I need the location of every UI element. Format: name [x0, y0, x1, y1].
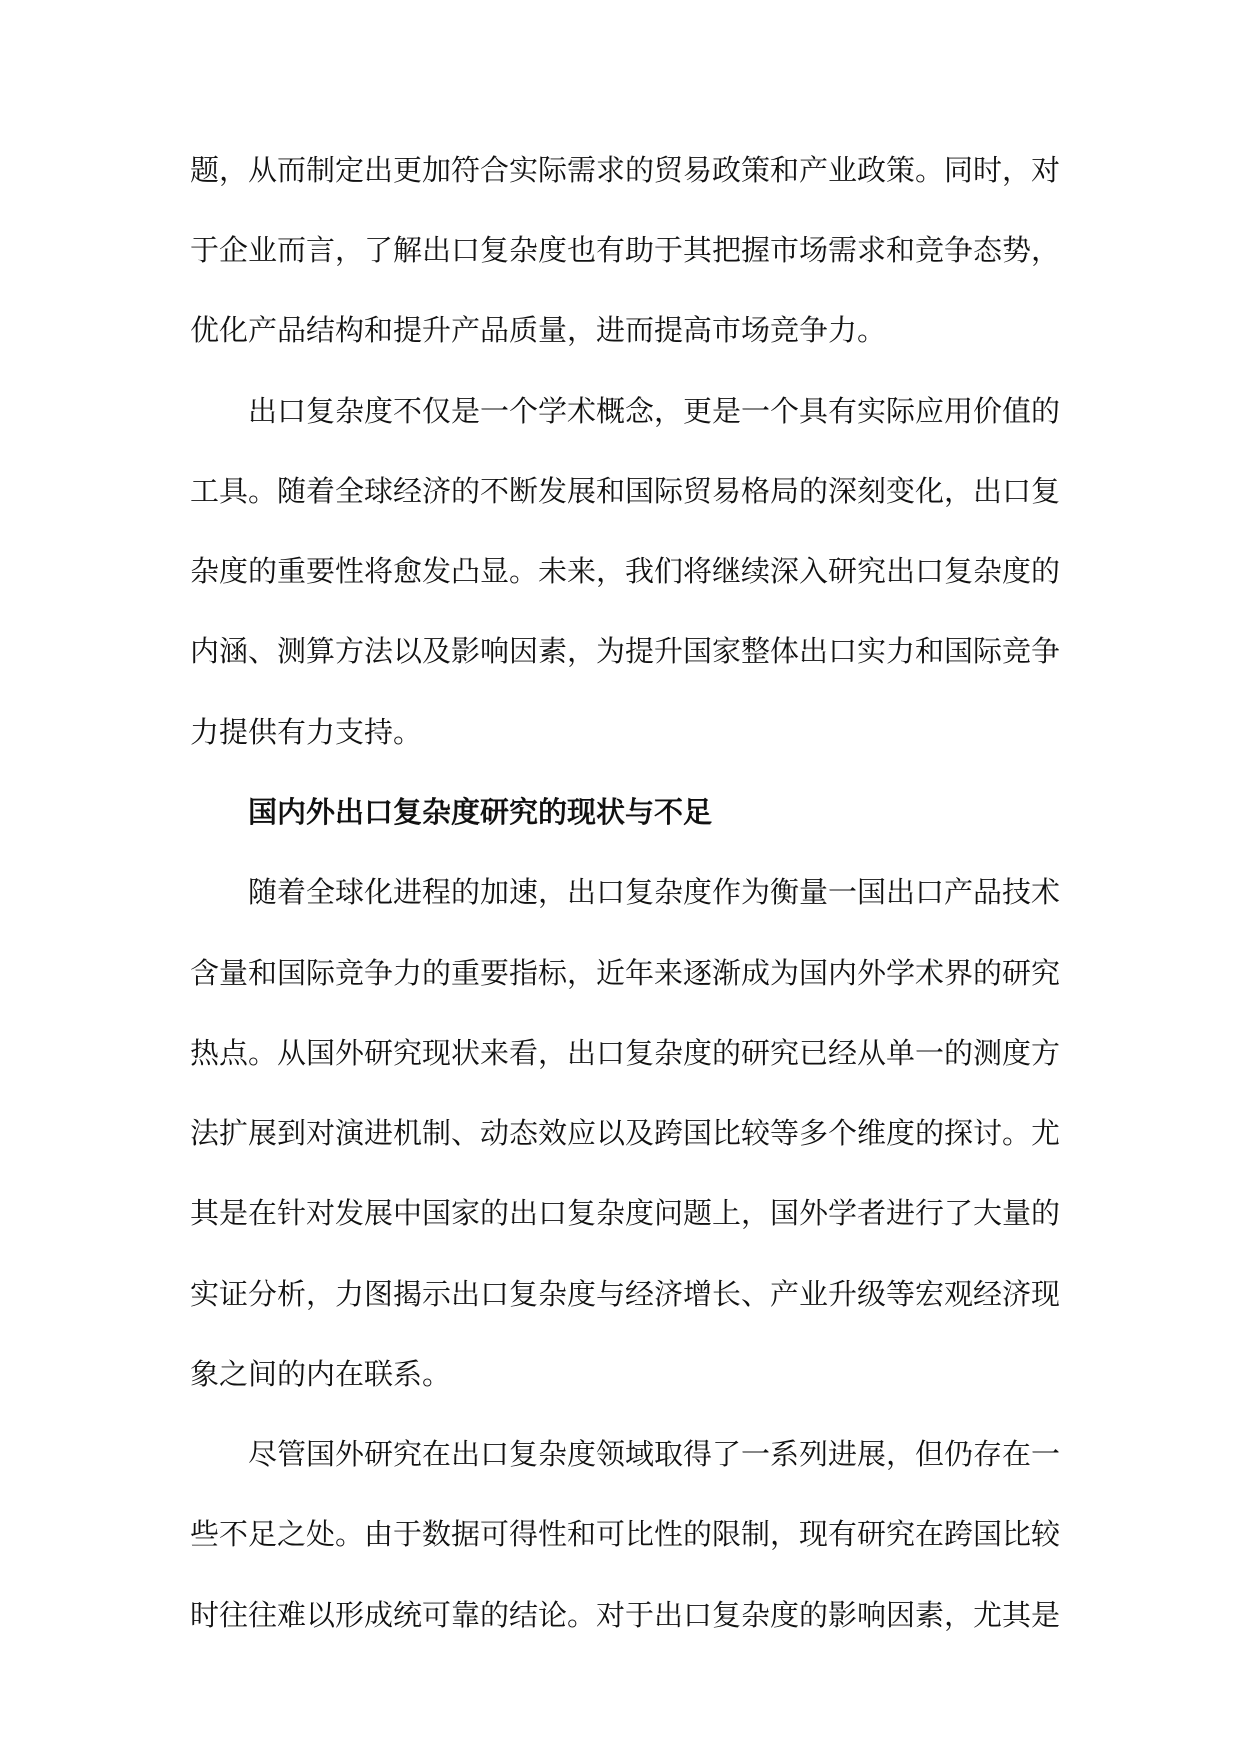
paragraph-2-line-4: 内涵、测算方法以及影响因素，为提升国家整体出口实力和国际竞争 [190, 634, 1061, 668]
paragraph-3-line-5: 其是在针对发展中国家的出口复杂度问题上，国外学者进行了大量的 [190, 1196, 1061, 1230]
paragraph-3-line-1: 随着全球化进程的加速，出口复杂度作为衡量一国出口产品技术 [248, 875, 1061, 909]
paragraph-1-line-1: 题，从而制定出更加符合实际需求的贸易政策和产业政策。同时，对 [190, 153, 1061, 187]
paragraph-1-line-3: 优化产品结构和提升产品质量，进而提高市场竞争力。 [190, 313, 887, 347]
paragraph-3-line-2: 含量和国际竞争力的重要指标，近年来逐渐成为国内外学术界的研究 [190, 956, 1061, 990]
section-heading: 国内外出口复杂度研究的现状与不足 [248, 795, 713, 829]
paragraph-2-line-5: 力提供有力支持。 [190, 715, 423, 749]
paragraph-3-line-7: 象之间的内在联系。 [190, 1357, 452, 1391]
paragraph-4-line-1: 尽管国外研究在出口复杂度领域取得了一系列进展，但仍存在一 [248, 1437, 1061, 1471]
paragraph-4-line-3: 时往往难以形成统可靠的结论。对于出口复杂度的影响因素，尤其是 [190, 1598, 1061, 1632]
paragraph-3-line-3: 热点。从国外研究现状来看，出口复杂度的研究已经从单一的测度方 [190, 1036, 1061, 1070]
paragraph-2-line-2: 工具。随着全球经济的不断发展和国际贸易格局的深刻变化，出口复 [190, 474, 1061, 508]
paragraph-3-line-6: 实证分析，力图揭示出口复杂度与经济增长、产业升级等宏观经济现 [190, 1277, 1061, 1311]
paragraph-1-line-2: 于企业而言，了解出口复杂度也有助于其把握市场需求和竞争态势， [190, 233, 1061, 267]
paragraph-2-line-3: 杂度的重要性将愈发凸显。未来，我们将继续深入研究出口复杂度的 [190, 554, 1061, 588]
paragraph-3-line-4: 法扩展到对演进机制、动态效应以及跨国比较等多个维度的探讨。尤 [190, 1116, 1061, 1150]
paragraph-2-line-1: 出口复杂度不仅是一个学术概念，更是一个具有实际应用价值的 [248, 394, 1061, 428]
paragraph-4-line-2: 些不足之处。由于数据可得性和可比性的限制，现有研究在跨国比较 [190, 1517, 1061, 1551]
